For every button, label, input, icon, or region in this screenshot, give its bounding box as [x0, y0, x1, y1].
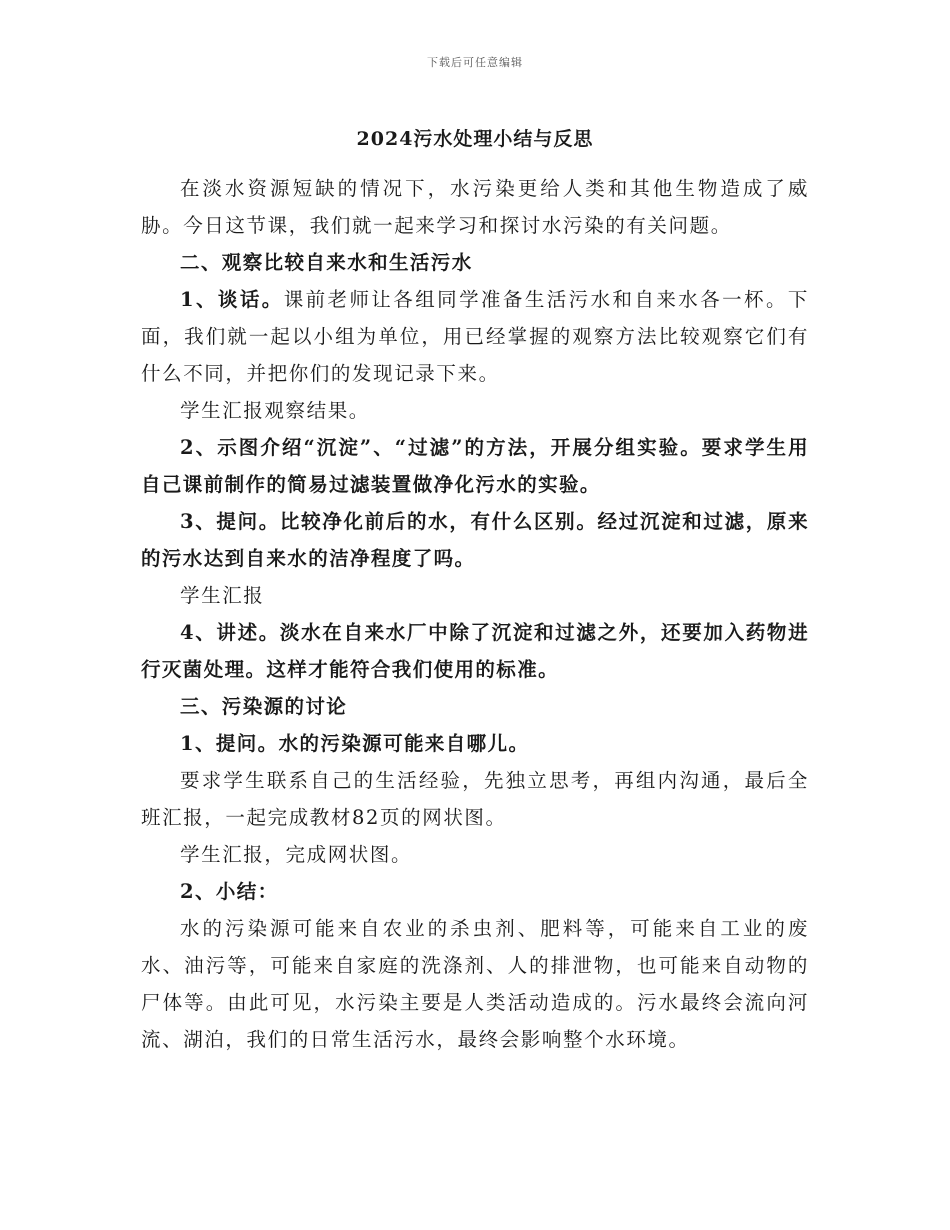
paragraph-experiment — [141, 429, 809, 503]
paragraph-intro — [141, 170, 809, 244]
paragraph-question-1 — [141, 503, 809, 577]
paragraph-text: 要求学生联系自己的生活经验，先独立思考，再组内沟通，最后全班汇报，一起完成教材82页的网状图。 — [141, 769, 809, 829]
paragraph-text: 学生汇报观察结果。 — [180, 399, 370, 422]
paragraph-report-2 — [141, 577, 809, 614]
paragraph-text: 学生汇报，完成网状图。 — [180, 843, 413, 866]
section-heading-3 — [141, 688, 809, 725]
paragraph-text: 二、观察比较自来水和生活污水 — [180, 251, 473, 274]
document-title: 2024污水处理小结与反思 — [356, 128, 594, 150]
paragraph-question-2 — [141, 725, 809, 762]
paragraph-talk — [141, 281, 809, 392]
paragraph-summary-heading — [141, 873, 809, 910]
paragraph-text: 2、示图介绍“沉淀”、“过滤”的方法，开展分组实验。要求学生用自己课前制作的简易过滤装置做净化污水的实验。 — [141, 436, 809, 496]
paragraph-text: 在淡水资源短缺的情况下，水污染更给人类和其他生物造成了威胁。今日这节课，我们就一起来学习和探讨水污染的有关问题。 — [141, 177, 809, 237]
paragraph-text: 学生汇报 — [180, 584, 265, 607]
paragraph-text: 水的污染源可能来自农业的杀虫剂、肥料等，可能来自工业的废水、油污等，可能来自家庭的洗涤剂、人的排泄物，也可能来自动物的尸体等。由此可见，水污染主要是人类活动造成的。污水最终会流向河流、湖泊，我们的日常生活污水，最终会影响整个水环境。 — [141, 917, 809, 1051]
paragraph-text: 2、小结： — [180, 880, 279, 903]
paragraph-text: 3、提问。比较净化前后的水，有什么区别。经过沉淀和过滤，原来的污水达到自来水的洁净程度了吗。 — [141, 510, 809, 570]
document-body — [141, 170, 809, 1058]
paragraph-text: 1、提问。水的污染源可能来自哪儿。 — [180, 732, 530, 755]
paragraph-explain — [141, 614, 809, 688]
paragraph-summary — [141, 910, 809, 1058]
paragraph-report-1 — [141, 392, 809, 429]
page-header-note: 下载后可任意编辑 — [427, 56, 523, 69]
section-heading-2 — [141, 244, 809, 281]
paragraph-requirement — [141, 762, 809, 836]
paragraph-lead: 1、谈话。 — [180, 288, 284, 311]
paragraph-text: 三、污染源的讨论 — [180, 695, 348, 718]
paragraph-report-3 — [141, 836, 809, 873]
paragraph-text: 4、讲述。淡水在自来水厂中除了沉淀和过滤之外，还要加入药物进行灭菌处理。这样才能符合我们使用的标准。 — [141, 621, 809, 681]
paragraph-text: 课前老师让各组同学准备生活污水和自来水各一杯。下面，我们就一起以小组为单位，用已经掌握的观察方法比较观察它们有什么不同，并把你们的发现记录下来。 — [141, 288, 809, 385]
